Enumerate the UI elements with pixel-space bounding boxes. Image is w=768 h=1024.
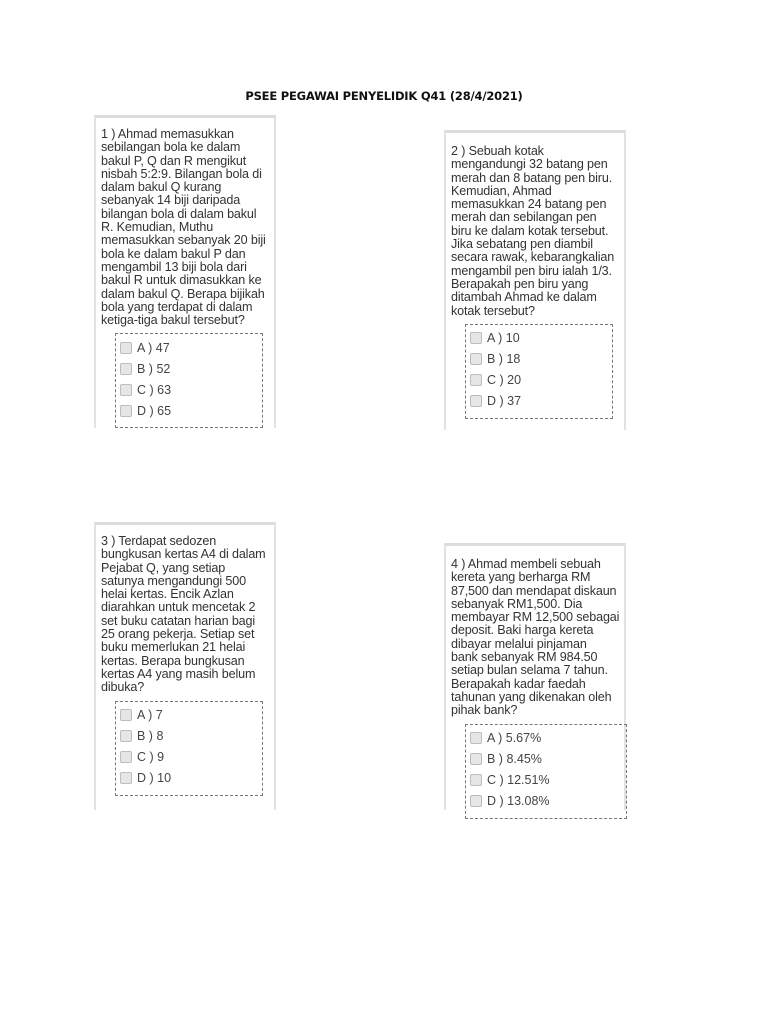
question-text-line: diarahkan untuk mencetak 2 xyxy=(101,600,256,615)
question-text-line: memasukkan sebanyak 20 biji xyxy=(101,233,266,248)
answer-option-label: A ) 7 xyxy=(137,708,163,723)
checkbox-icon[interactable] xyxy=(470,732,482,744)
answer-option[interactable] xyxy=(120,768,262,789)
answer-option-label: B ) 8.45% xyxy=(487,752,542,767)
answer-option[interactable] xyxy=(120,337,262,358)
answer-options xyxy=(465,724,627,819)
checkbox-icon[interactable] xyxy=(470,774,482,786)
answer-option-label: B ) 18 xyxy=(487,352,521,367)
question-text-line: Berapakah kadar faedah xyxy=(451,676,586,691)
answer-option-label: B ) 8 xyxy=(137,729,164,744)
answer-option-label: A ) 5.67% xyxy=(487,731,542,746)
question-text-line: kereta yang berharga RM xyxy=(451,570,591,585)
question-card-2 xyxy=(444,130,626,430)
checkbox-icon[interactable] xyxy=(120,363,132,375)
checkbox-icon[interactable] xyxy=(470,395,482,407)
question-text xyxy=(451,558,624,718)
question-text-line: setiap bulan selama 7 tahun. xyxy=(451,663,608,678)
checkbox-icon[interactable] xyxy=(470,332,482,344)
question-text-line: dalam bakul Q kurang xyxy=(101,180,222,195)
checkbox-icon[interactable] xyxy=(470,795,482,807)
answer-option-label: B ) 52 xyxy=(137,361,171,376)
question-text-line: 1 ) Ahmad memasukkan xyxy=(101,127,234,141)
answer-option-label: A ) 47 xyxy=(137,340,170,355)
answer-option[interactable] xyxy=(470,370,612,391)
question-text-line: sebilangan bola ke dalam xyxy=(101,140,241,155)
question-text-line: ketiga-tiga bakul tersebut? xyxy=(101,313,245,328)
question-text-line: biru ke dalam kotak tersebut. xyxy=(451,223,609,238)
question-text-line: sebanyak RM1,500. Dia xyxy=(451,596,583,611)
question-text-line: 2 ) Sebuah kotak xyxy=(451,144,544,158)
answer-option-label: C ) 63 xyxy=(137,382,172,397)
checkbox-icon[interactable] xyxy=(120,405,132,417)
question-text-line: bola yang terdapat di dalam xyxy=(101,299,253,314)
answer-option[interactable] xyxy=(470,749,626,770)
question-text-line: tahunan yang dikenakan oleh xyxy=(451,689,612,704)
question-card-4 xyxy=(444,543,626,810)
answer-option[interactable] xyxy=(470,328,612,349)
question-text-line: Jika sebatang pen diambil xyxy=(451,237,593,252)
checkbox-icon[interactable] xyxy=(470,753,482,765)
question-text-line: dibayar melalui pinjaman xyxy=(451,636,587,651)
question-text-line: mengambil pen biru ialah 1/3. xyxy=(451,263,612,278)
page-title: PSEE PEGAWAI PENYELIDIK Q41 (28/4/2021) xyxy=(245,89,523,103)
question-text-line: bola ke dalam bakul P dan xyxy=(101,246,246,261)
question-text-line: membayar RM 12,500 sebagai xyxy=(451,610,620,625)
question-text-line: buku memerlukan 21 helai xyxy=(101,640,246,655)
question-text-line: satunya mengandungi 500 xyxy=(101,573,246,588)
answer-option[interactable] xyxy=(120,379,262,400)
question-text-line: Kemudian, Ahmad xyxy=(451,183,552,198)
question-text-line: secara rawak, kebarangkalian xyxy=(451,250,615,265)
question-text-line: mengandungi 32 batang pen xyxy=(451,157,608,172)
question-text xyxy=(101,128,274,327)
question-text-line: bungkusan kertas A4 di dalam xyxy=(101,547,266,562)
answer-option-label: C ) 12.51% xyxy=(487,773,550,788)
checkbox-icon[interactable] xyxy=(120,772,132,784)
question-text-line: 3 ) Terdapat sedozen xyxy=(101,534,217,548)
question-text-line: 87,500 dan mendapat diskaun xyxy=(451,583,617,598)
answer-option-label: A ) 10 xyxy=(487,331,520,346)
answer-option[interactable] xyxy=(470,791,626,812)
answer-options xyxy=(115,333,263,428)
question-text-line: kertas A4 yang masih belum xyxy=(101,666,256,681)
question-text-line: bakul R untuk dimasukkan ke xyxy=(101,273,262,288)
question-text-line: deposit. Baki harga kereta xyxy=(451,623,594,638)
question-text-line: kertas. Berapa bungkusan xyxy=(101,653,245,668)
answer-option-label: D ) 37 xyxy=(487,394,522,409)
checkbox-icon[interactable] xyxy=(120,342,132,354)
question-text-line: mengambil 13 biji bola dari xyxy=(101,259,247,274)
question-text xyxy=(451,145,624,318)
question-text-line: R. Kemudian, Muthu xyxy=(101,220,214,235)
answer-option[interactable] xyxy=(470,391,612,412)
question-text-line: bilangan bola di dalam bakul xyxy=(101,206,257,221)
answer-option[interactable] xyxy=(120,400,262,421)
answer-option[interactable] xyxy=(120,358,262,379)
question-text-line: merah dan 8 batang pen biru. xyxy=(451,170,613,185)
answer-option-label: D ) 10 xyxy=(137,771,172,786)
answer-option-label: D ) 13.08% xyxy=(487,794,550,809)
checkbox-icon[interactable] xyxy=(120,384,132,396)
question-text-line: nisbah 5:2:9. Bilangan bola di xyxy=(101,166,262,181)
answer-option-label: D ) 65 xyxy=(137,403,172,418)
question-text-line: memasukkan 24 batang pen xyxy=(451,197,607,212)
answer-option[interactable] xyxy=(470,349,612,370)
checkbox-icon[interactable] xyxy=(470,374,482,386)
question-text-line: set buku catatan harian bagi xyxy=(101,613,256,628)
answer-option[interactable] xyxy=(470,728,626,749)
answer-option-label: C ) 9 xyxy=(137,750,165,765)
question-text-line: bakul P, Q dan R mengikut xyxy=(101,153,247,168)
answer-options xyxy=(465,324,613,419)
question-text-line: Pejabat Q, yang setiap xyxy=(101,560,226,575)
answer-option-label: C ) 20 xyxy=(487,373,522,388)
question-text xyxy=(101,535,274,695)
question-text-line: helai kertas. Encik Azlan xyxy=(101,587,234,602)
answer-option[interactable] xyxy=(120,726,262,747)
answer-option[interactable] xyxy=(120,705,262,726)
question-text-line: merah dan sebilangan pen xyxy=(451,210,597,225)
checkbox-icon[interactable] xyxy=(470,353,482,365)
question-text-line: 4 ) Ahmad membeli sebuah xyxy=(451,557,601,571)
question-text-line: dibuka? xyxy=(101,680,145,695)
answer-option[interactable] xyxy=(120,747,262,768)
answer-options xyxy=(115,701,263,796)
checkbox-icon[interactable] xyxy=(120,709,132,721)
question-text-line: sebanyak 14 biji daripada xyxy=(101,193,241,208)
question-text-line: pihak bank? xyxy=(451,703,518,718)
question-card-3 xyxy=(94,522,276,810)
answer-option[interactable] xyxy=(470,770,626,791)
question-card-1 xyxy=(94,115,276,428)
checkbox-icon[interactable] xyxy=(120,730,132,742)
question-text-line: kotak tersebut? xyxy=(451,303,535,318)
checkbox-icon[interactable] xyxy=(120,751,132,763)
question-text-line: dalam bakul Q. Berapa bijikah xyxy=(101,286,265,301)
question-text-line: 25 orang pekerja. Setiap set xyxy=(101,627,255,642)
question-text-line: bank sebanyak RM 984.50 xyxy=(451,650,598,665)
question-text-line: ditambah Ahmad ke dalam xyxy=(451,290,597,305)
question-text-line: Berapakah pen biru yang xyxy=(451,276,589,291)
